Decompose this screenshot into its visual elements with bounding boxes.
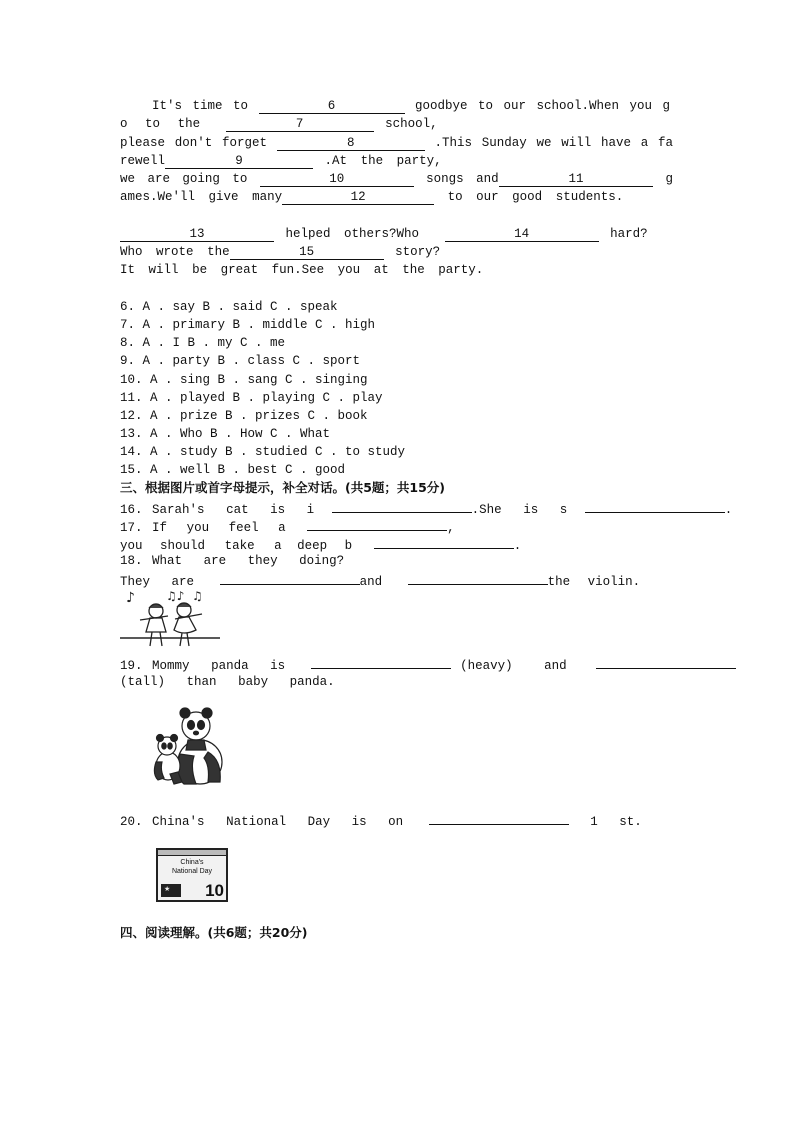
option-10: 10. A . sing B . sang C . singing: [120, 373, 368, 387]
blank-7[interactable]: 7: [226, 117, 374, 132]
answer-18a[interactable]: [220, 570, 360, 585]
option-13: 13. A . Who B . How C . What: [120, 427, 331, 441]
option-15: 15. A . well B . best C . good: [120, 463, 346, 477]
svg-text:♫: ♫: [192, 589, 203, 603]
option-14: 14. A . study B . studied C . to study: [120, 445, 406, 459]
passage-line-4: rewell 9 .At the party,: [120, 154, 442, 168]
passage-line-7: 13 helped others?Who 14 hard?: [120, 225, 676, 243]
question-20: 20. China's National Day is on 1 st.: [120, 810, 676, 831]
option-6: 6. A . say B . said C . speak: [120, 300, 338, 314]
china-flag-icon: ★: [161, 884, 181, 897]
answer-17a[interactable]: [307, 516, 447, 531]
word: school.When: [536, 99, 619, 113]
answer-17b[interactable]: [374, 534, 514, 549]
passage-line-1: [152, 97, 670, 115]
violin-kids-image: [120, 586, 220, 652]
word: It's: [152, 99, 183, 113]
word: time: [192, 99, 223, 113]
word: g: [662, 99, 670, 113]
answer-20[interactable]: [429, 810, 569, 825]
blank-8[interactable]: 8: [277, 136, 425, 151]
calendar-line-1: China's: [180, 859, 204, 866]
passage-line-6: ames.We'll give many 12 to our good students.: [120, 190, 624, 204]
blank-13[interactable]: 13: [120, 227, 274, 242]
answer-19a[interactable]: [311, 654, 451, 669]
calendar-line-2: National Day: [171, 868, 213, 875]
question-17-line-1: 17. If you feel a ,: [120, 516, 676, 537]
passage-line-8: Who wrote the 15 story?: [120, 245, 441, 259]
word: you: [629, 99, 652, 113]
blank-9[interactable]: 9: [165, 154, 313, 169]
pandas-image: [150, 704, 230, 786]
passage-line-2: o to the 7 school,: [120, 117, 438, 131]
question-16: 16. Sarah's cat is i .She is s .: [120, 498, 676, 519]
answer-19b[interactable]: [596, 654, 736, 669]
question-19-line-2: (tall) than baby panda.: [120, 675, 335, 689]
word: our: [503, 99, 526, 113]
section-4-heading: 四、阅读理解。(共6题；共20分): [120, 925, 308, 940]
question-18-line-1: 18. What are they doing?: [120, 554, 345, 568]
passage-line-9: It will be great fun.See you at the party.: [120, 263, 484, 277]
section-3-heading: 三、根据图片或首字母提示，补全对话。(共5题；共15分): [120, 480, 446, 495]
option-9: 9. A . party B . class C . sport: [120, 354, 361, 368]
question-19-line-1: 19. Mommy panda is (heavy) and: [120, 654, 676, 675]
blank-11[interactable]: 11: [499, 172, 653, 187]
word: goodbye: [414, 99, 468, 113]
question-17-line-2: you should take a deep b .: [120, 534, 676, 555]
option-11: 11. A . played B . playing C . play: [120, 391, 383, 405]
calendar-image: [156, 848, 228, 902]
answer-16b[interactable]: [585, 498, 725, 513]
calendar-day-number: 10: [205, 881, 224, 900]
passage-line-5: we are going to 10 songs and 11 g: [120, 172, 673, 186]
blank-15[interactable]: 15: [230, 245, 384, 260]
question-18-line-2: They are and the violin.: [120, 570, 676, 591]
svg-text:♪: ♪: [126, 590, 135, 606]
blank-12[interactable]: 12: [282, 190, 434, 205]
blank-10[interactable]: 10: [260, 172, 414, 187]
passage-line-3: please don't forget 8 .This Sunday we will have a fa: [120, 136, 673, 150]
word: to: [233, 99, 249, 113]
option-8: 8. A . I B . my C . me: [120, 336, 286, 350]
svg-text:♫♪: ♫♪: [166, 589, 185, 603]
word: to: [477, 99, 493, 113]
option-12: 12. A . prize B . prizes C . book: [120, 409, 368, 423]
calendar-top-bar: [158, 850, 226, 856]
option-7: 7. A . primary B . middle C . high: [120, 318, 376, 332]
blank-6[interactable]: 6: [259, 99, 405, 114]
answer-16a[interactable]: [332, 498, 472, 513]
answer-18b[interactable]: [408, 570, 548, 585]
blank-14[interactable]: 14: [445, 227, 599, 242]
